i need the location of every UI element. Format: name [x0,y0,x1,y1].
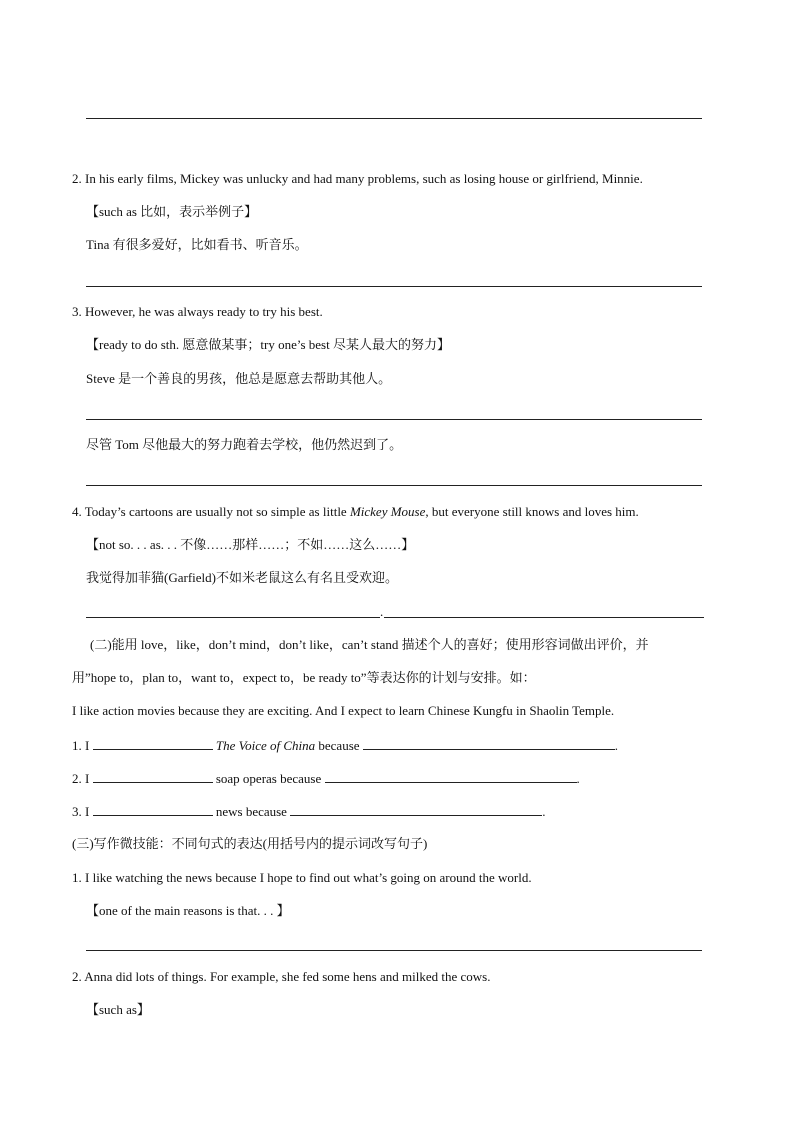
q4-hint: 【not so. . . as. . . 不像……那样……；不如……这么……】 [86,537,415,552]
item-2-object: soap operas [215,771,277,786]
blank-reason-1[interactable] [363,737,615,750]
answer-line-q4b[interactable] [384,617,704,618]
answer-line-q3a[interactable] [86,419,702,420]
q4-sentence-start: 4. Today’s cartoons are usually not so simple as little [72,504,350,519]
answer-line-q1[interactable] [86,118,702,119]
q4-sentence-italic: Mickey Mouse [349,504,426,519]
blank-reason-3[interactable] [290,803,542,816]
q2-prompt: Tina 有很多爱好，比如看书、听音乐。 [86,237,308,252]
section3-q1-sentence: 1. I like watching the news because I hope to find out what’s going on around the world. [72,870,532,885]
q3-sentence: 3. However, he was always ready to try his best. [72,304,323,319]
answer-line-s3q1[interactable] [86,950,702,951]
blank-verb-2[interactable] [93,770,213,783]
section2-intro-line2: 用”hope to，plan to，want to，expect to，be ready to”等表达你的计划与安排。如： [72,670,536,685]
blank-verb-1[interactable] [93,737,213,750]
answer-line-q4a[interactable] [86,617,380,618]
q4-prompt: 我觉得加菲猫(Garfield)不如米老鼠这么有名且受欢迎。 [86,570,398,585]
section3-q2-hint: 【such as】 [86,1002,150,1017]
section2-example: I like action movies because they are exciting. And I expect to learn Chinese Kungfu in Shaolin Temple. [72,703,615,718]
item-1-object: The Voice of China [215,738,316,753]
q3-hint: 【ready to do sth. 愿意做某事；try one’s best 尽某人最大的努力】 [86,337,450,352]
q2-hint: 【such as 比如，表示举例子】 [86,204,258,219]
section3-title: (三)写作微技能：不同句式的表达(用括号内的提示词改写句子) [72,836,428,851]
blank-verb-3[interactable] [93,803,213,816]
section3-q1-hint: 【one of the main reasons is that. . . 】 [86,903,290,918]
answer-line-q3b[interactable] [86,485,702,486]
section2-item-3: 3. I news because . [72,804,546,819]
item-3-object: news [215,804,243,819]
q2-sentence: 2. In his early films, Mickey was unlucky and had many problems, such as losing house or girlfriend, Minnie. [72,171,643,186]
q4-sentence [72,504,639,520]
answer-line-q2[interactable] [86,286,702,287]
section2-intro-line1: (二)能用 love，like，don’t mind，don’t like，can’t stand 描述个人的喜好；使用形容词做出评价，并 [90,637,649,652]
q4-dot: . [380,604,384,619]
blank-reason-2[interactable] [325,770,577,783]
section2-item-1: 1. I The Voice of China because . [72,738,619,753]
q3-prompt-1: Steve 是一个善良的男孩，他总是愿意去帮助其他人。 [86,371,392,386]
section3-q2-sentence: 2. Anna did lots of things. For example, she fed some hens and milked the cows. [72,969,491,984]
q3-prompt-2: 尽管 Tom 尽他最大的努力跑着去学校，他仍然迟到了。 [86,437,403,452]
section2-item-2: 2. I soap operas because . [72,771,580,786]
q4-sentence-end: , but everyone still knows and loves him. [425,504,639,519]
